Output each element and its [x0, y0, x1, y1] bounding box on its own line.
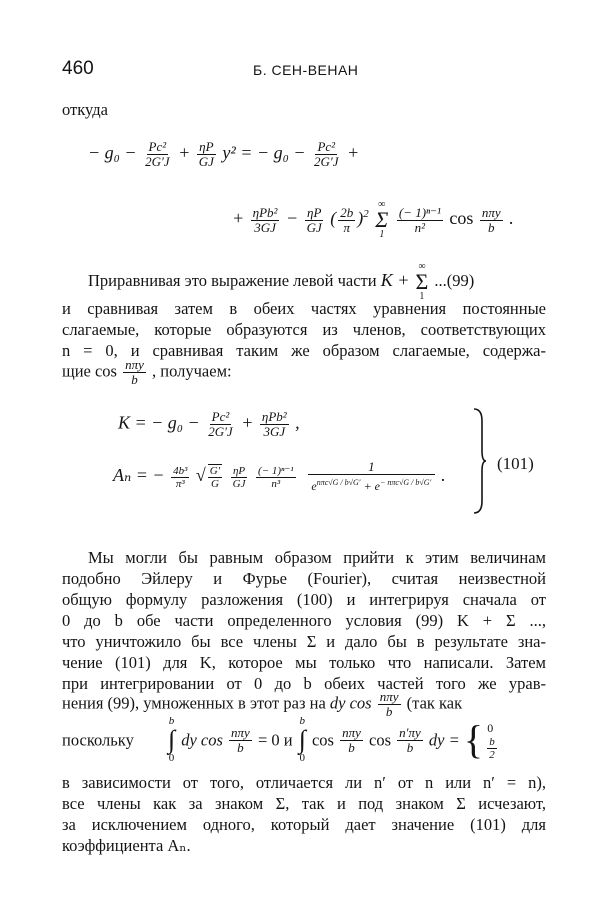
para3-line-6: при интегрировании от 0 до b обеих частей того же урав- — [62, 674, 546, 693]
running-title: Б. СЕН-ВЕНАН — [253, 62, 359, 78]
para3-line-4: что уничтожило бы все члены Σ и дало бы в результате зна- — [62, 632, 546, 651]
para3-line-5: чение (101) для K, которое мы только что написали. Затем — [62, 653, 546, 672]
equation-101-a: Aₙ = − $\frac{\text{4b³}}{\text{π³}}$ √ $\frac{G'}{G}$ $\frac{\eta P}{GJ}$ $\frac{\text{(− 1)ⁿ⁻¹}}{\text{n³}}$ $\frac{1}{e^{n\pi c√G / b√G'} + e^{- n\pi c√G / b√G'}}$ . — [113, 459, 446, 493]
para3-line-7: нения (99), умноженных в этот раз на dy cos $\frac{\text{nπy}}{b}$ (так как — [62, 689, 463, 719]
para2-line1: Приравнивая это выражение левой части K + ∞ Σ 1 ...(99) — [88, 261, 475, 302]
para4-line-3: коэффициента Aₙ. — [62, 836, 191, 855]
equation-101-k: K = − g₀ − $\frac{\text{Pc²}}{2G'J}$ + $\frac{\text{ηPb²}}{3GJ}$ , — [118, 409, 300, 439]
lead-word: откуда — [62, 100, 108, 119]
para2-line4: n = 0, и сравнивая таким же образом слагаемые, содержа- — [62, 341, 546, 360]
para2-line2: и сравнивая затем в обеих частях уравнения постоянные — [62, 299, 546, 318]
right-brace-icon — [472, 407, 486, 515]
para3-line-2: общую формулу разложения (100) и интегрируя сначала от — [62, 590, 546, 609]
equation-line-1: − g₀ − $\frac{\text{Pc²}}{2G'J}$ + $\frac{\eta P}{GJ}$ y² = − g₀ − $\frac{\text{Pc²}}{2G'J}$ + — [88, 139, 360, 169]
para4-line-1: все члены как за знаком Σ, так и под знаком Σ исчезают, — [62, 794, 546, 813]
para2-line5: щие cos $\frac{\text{nπy}}{b}$ , получаем: — [62, 357, 232, 387]
para2-line3: слагаемые, которые образуются из членов, соответствующих — [62, 320, 546, 339]
integral-line: поскольку b ∫ 0 dy cos $\frac{\text{nπy}}{b}$ = 0 и b ∫ 0 cos $\frac{\text{nπy}}{b}$ cos $\frac{n'\pi y}{b}$ dy = { 0 $\frac{b}{2}$ — [62, 715, 495, 764]
para4-line-0: в зависимости от того, отличается ли n′ от n или n′ = n), — [62, 773, 546, 792]
para3-line-1: подобно Эйлеру и Фурье (Fourier), считая неизвестной — [62, 569, 546, 588]
para4-line-2: за исключением одного, который дает значение (101) для — [62, 815, 546, 834]
para3-line-0: Мы могли бы равным образом прийти к этим величинам — [88, 548, 546, 567]
para3-line-3: 0 до b обе части определенного условия (99) K + Σ ..., — [62, 611, 546, 630]
equation-number: (101) — [497, 454, 534, 473]
equation-line-2: + $\frac{\text{ηPb²}}{3GJ}$ − $\frac{\eta P}{GJ}$ ( $\frac{2b}{\pi}$ )$^2$ ∞ Σ 1 $\frac{\text{(− 1)ⁿ⁻¹}}{\text{n²}}$ cos $\frac{\text{nπy}}{b}$ . — [232, 199, 514, 240]
page-number: 460 — [62, 58, 94, 79]
